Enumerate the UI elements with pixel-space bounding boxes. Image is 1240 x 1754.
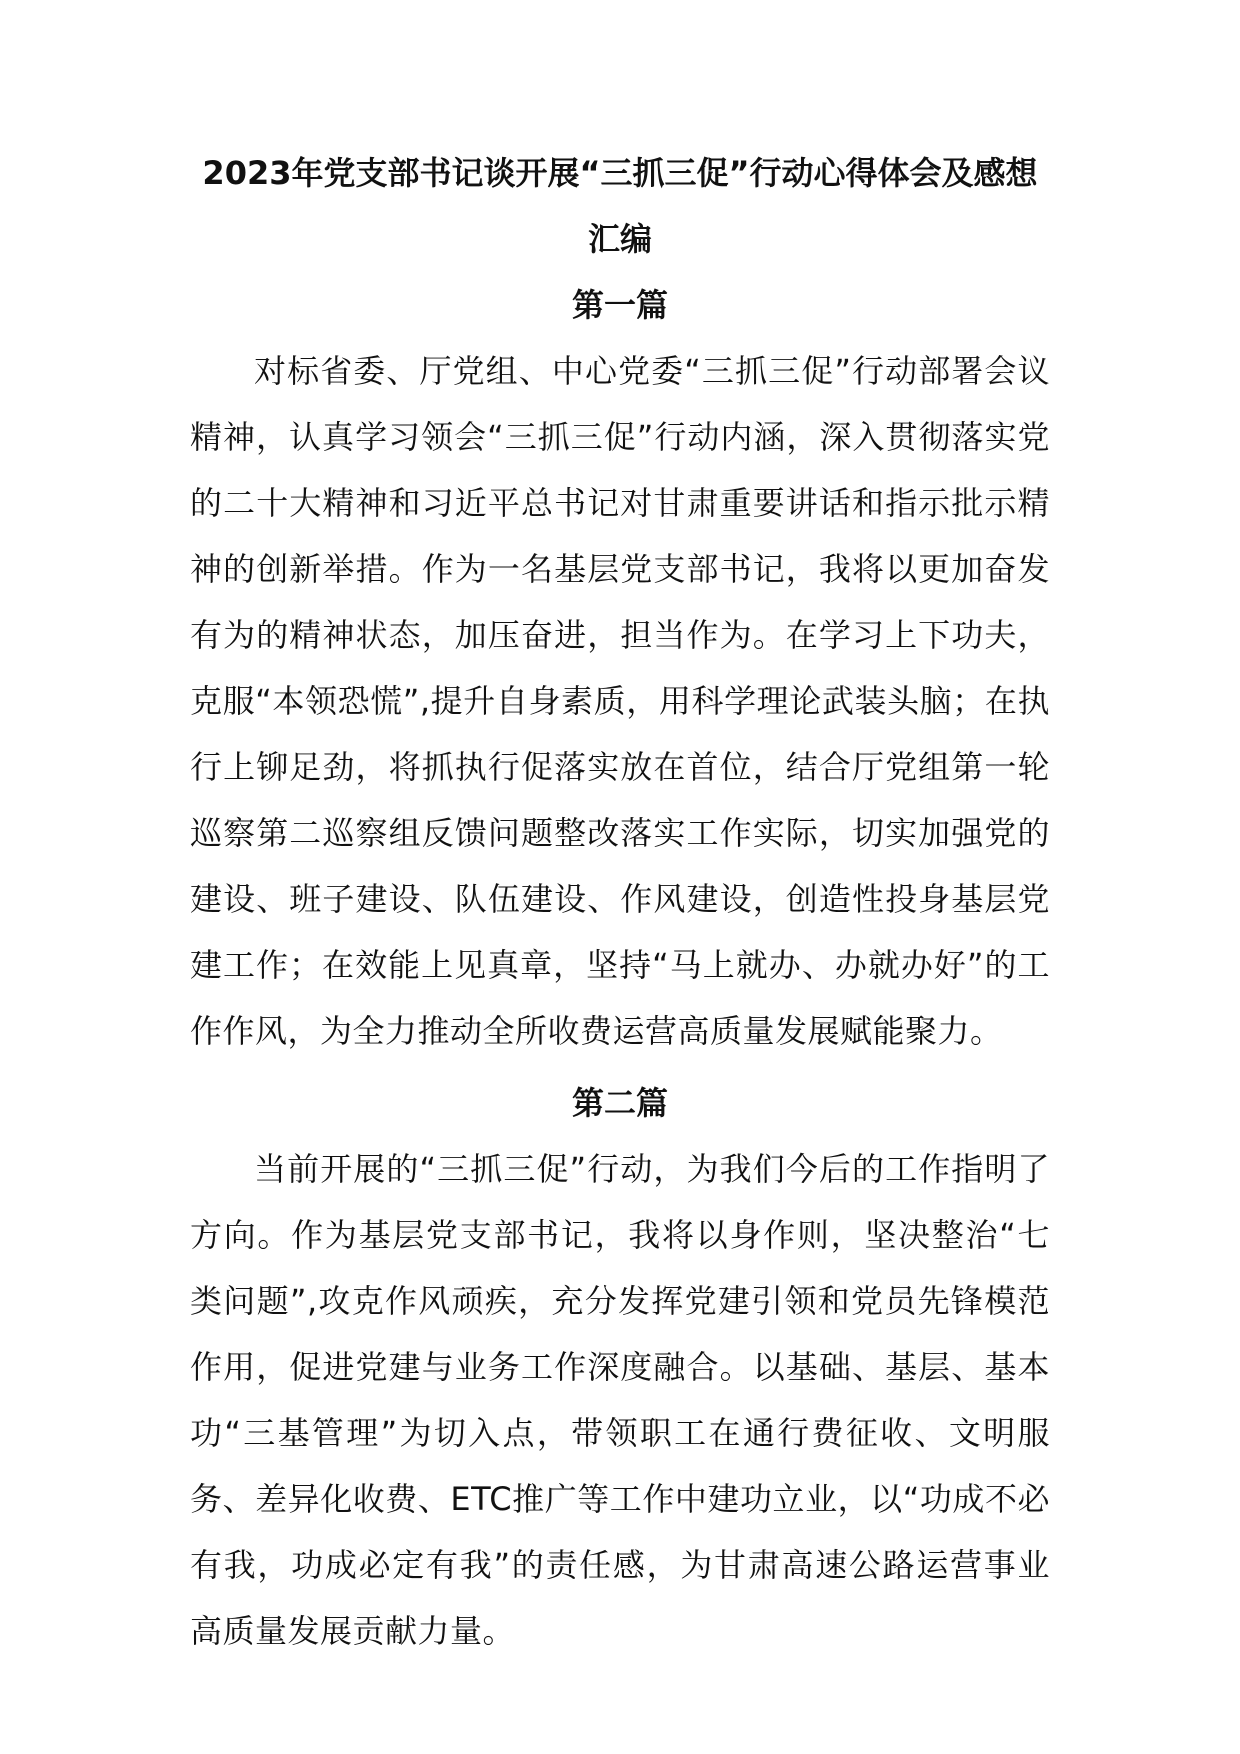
document-title: 2023年党支部书记谈开展“三抓三促”行动心得体会及感想汇编: [202, 154, 1038, 258]
section-paragraph-1: 对标省委、厅党组、中心党委“三抓三促”行动部署会议精神，认真学习领会“三抓三促”行动内涵，深入贯彻落实党的二十大精神和习近平总书记对甘肃重要讲话和指示批示精神的创新举措。作为一名基层党支部书记，我将以更加奋发有为的精神状态，加压奋进，担当作为。在学习上下功夫，克服“本领恐慌”,提升自身素质，用科学理论武装头脑；在执行上铆足劲，将抓执行促落实放在首位，结合厅党组第一轮巡察第二巡察组反馈问题整改落实工作实际，切实加强党的建设、班子建设、队伍建设、作风建设，创造性投身基层党建工作；在效能上见真章，坚持“马上就办、办就办好”的工作作风，为全力推动全所收费运营高质量发展赋能聚力。: [190, 352, 1050, 1050]
section-paragraph-2: 当前开展的“三抓三促”行动，为我们今后的工作指明了方向。作为基层党支部书记，我将以身作则，坚决整治“七类问题”,攻克作风顽疾，充分发挥党建引领和党员先锋模范作用，促进党建与业务工作深度融合。以基础、基层、基本功“三基管理”为切入点，带领职工在通行费征收、文明服务、差异化收费、ETC推广等工作中建功立业，以“功成不必有我，功成必定有我”的责任感，为甘肃高速公路运营事业高质量发展贡献力量。: [190, 1150, 1050, 1650]
document-body: [190, 140, 1050, 1664]
section-heading-1: 第一篇: [571, 286, 668, 324]
section-heading-2: 第二篇: [571, 1084, 668, 1122]
